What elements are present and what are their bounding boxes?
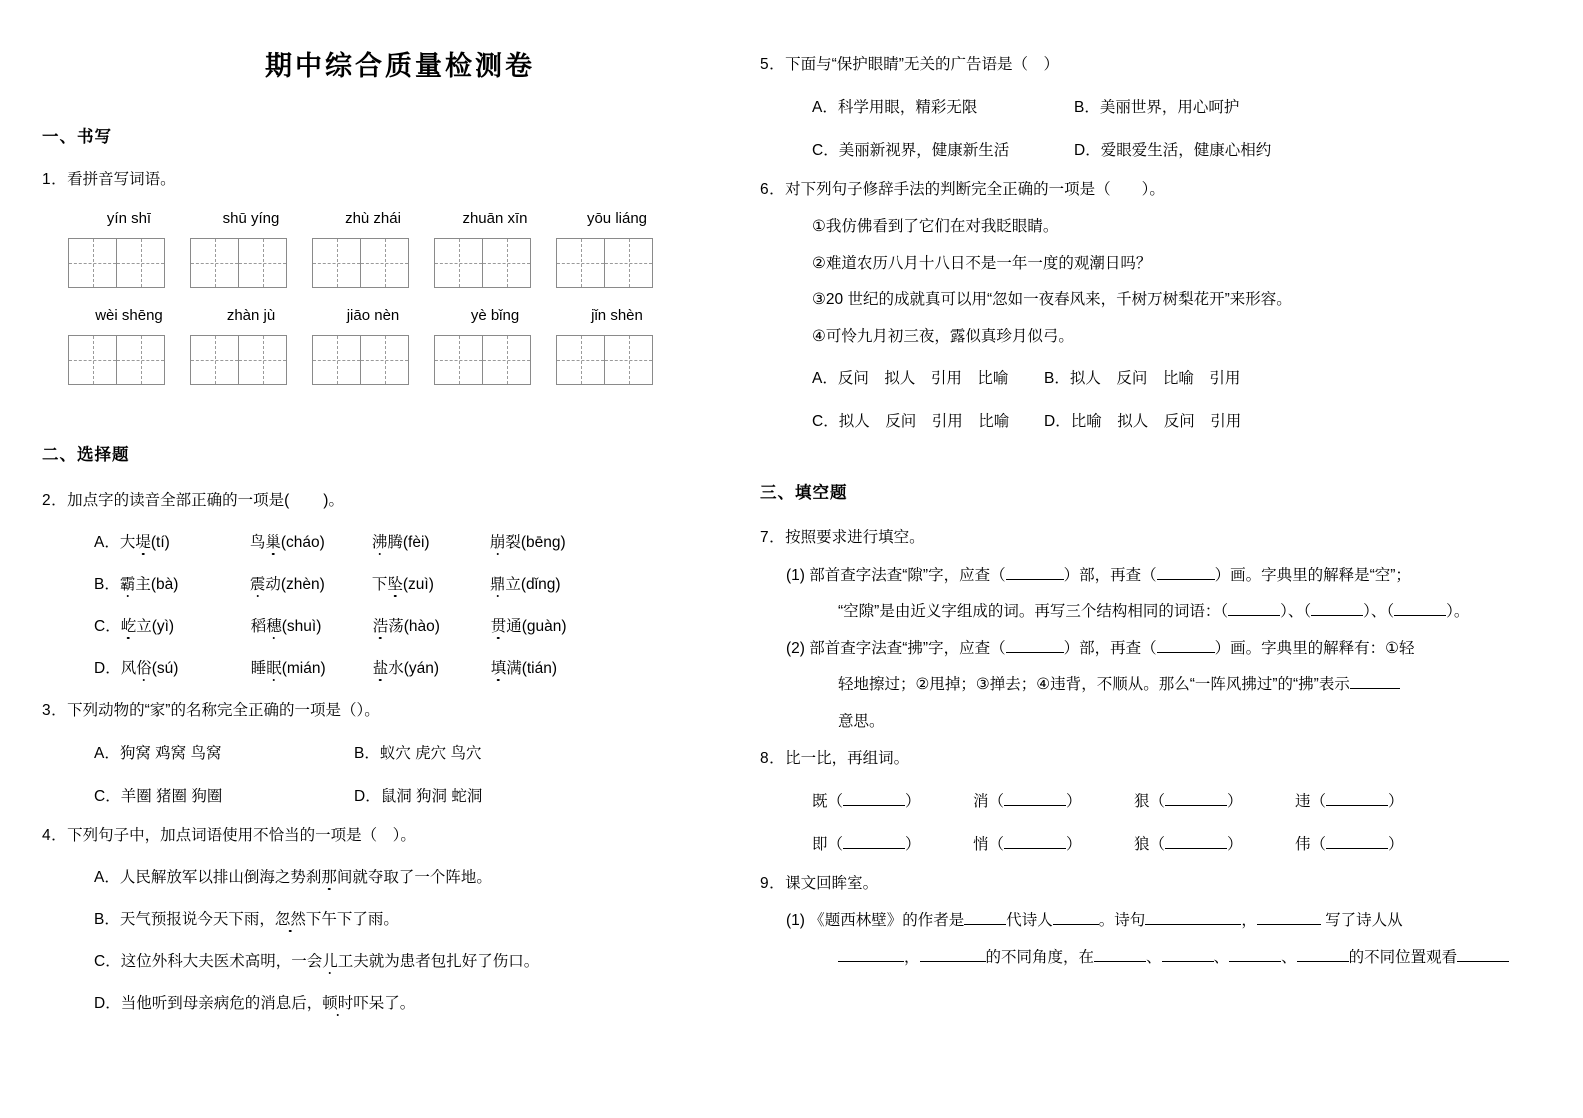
base-char: 既（	[812, 792, 844, 810]
writing-grid-group[interactable]	[68, 238, 190, 288]
option-text: 稻	[250, 618, 267, 635]
question-6-options-row-2	[760, 409, 1553, 431]
option-text: 狗窝 鸡窝 鸟窝	[119, 744, 222, 762]
text: 《题西林壁》的作者是	[809, 912, 965, 929]
option-text: (sú)	[151, 660, 179, 677]
close-paren: ）	[905, 835, 921, 853]
option-label: D．	[94, 995, 121, 1012]
writing-cell[interactable]	[605, 239, 653, 287]
option-text: 吓呆了。	[353, 995, 416, 1012]
option-text: 立(yì)	[136, 618, 175, 635]
option-text: 主(bà)	[135, 576, 179, 593]
option-label: C．	[94, 953, 121, 970]
pinyin-label: yōu liáng	[586, 209, 648, 227]
question-1-text: 看拼音写词语。	[67, 171, 176, 188]
text: 、	[1281, 948, 1297, 966]
answer-blank[interactable]	[1004, 848, 1066, 849]
option-text: 裂(bēng)	[505, 534, 566, 551]
question-6-number: 6．	[760, 180, 786, 198]
pinyin-label: zhàn jù	[226, 306, 276, 324]
option-text: 满(tián)	[506, 660, 558, 677]
text: ）部，再查（	[1063, 639, 1157, 657]
pinyin-label: zhuān xīn	[462, 209, 528, 227]
base-char: 伟（	[1295, 835, 1327, 853]
writing-grid-row-2	[42, 335, 730, 385]
section-heading-one: 一、书写	[42, 128, 112, 146]
option-text: (zuì)	[402, 576, 434, 593]
dotted-char: 盐	[372, 660, 389, 677]
text: ）。	[1446, 603, 1470, 620]
writing-cell[interactable]	[557, 336, 605, 384]
option-label: C．	[94, 787, 121, 805]
option-label: A．	[94, 744, 120, 762]
option-text: 睡	[250, 660, 267, 677]
option-label: D．	[1074, 141, 1101, 159]
question-5-option-b[interactable]	[1074, 95, 1239, 117]
question-6-sentence-2: ②难道农历八月十八日不是一年一度的观潮日吗？	[812, 254, 1152, 272]
answer-blank[interactable]	[1297, 961, 1349, 962]
writing-grid-group[interactable]	[434, 335, 556, 385]
question-5-option-a[interactable]	[812, 95, 1074, 117]
option-text: 爱眼爱生活，健康心相约	[1100, 141, 1272, 159]
word-pair-item[interactable]	[973, 789, 1134, 811]
option-text: 鼠洞 狗洞 蛇洞	[380, 787, 483, 805]
writing-cell[interactable]	[483, 239, 531, 287]
answer-blank[interactable]	[1311, 615, 1363, 616]
option-label: C．	[812, 141, 839, 159]
option-text: 当他听到母亲病危的消息后，	[120, 995, 323, 1012]
writing-cell[interactable]	[435, 336, 483, 384]
question-2	[42, 493, 730, 509]
text: 。诗句	[1098, 912, 1146, 929]
answer-blank[interactable]	[1229, 961, 1281, 962]
text: ）部，再查（	[1063, 566, 1157, 584]
answer-blank[interactable]	[1004, 805, 1066, 806]
answer-blank[interactable]	[1165, 848, 1227, 849]
option-label: B．	[1074, 98, 1100, 116]
option-text: 人民解放军以排山倒海之势	[119, 869, 306, 886]
writing-cell[interactable]	[361, 239, 409, 287]
option-label: C．	[94, 618, 121, 635]
option-text: 蚁穴 虎穴 鸟穴	[379, 744, 482, 762]
text: 的不同位置观看	[1348, 948, 1458, 966]
base-char: 狼（	[1134, 835, 1166, 853]
writing-grid-group[interactable]	[556, 335, 678, 385]
writing-cell[interactable]	[191, 239, 239, 287]
question-9-number: 9．	[760, 874, 786, 892]
pinyin-label: jiāo nèn	[346, 306, 400, 324]
question-4-option-d[interactable]	[42, 991, 730, 1013]
dotted-char: 鼎	[489, 576, 506, 593]
option-label: A．	[812, 370, 838, 387]
question-2-option-a[interactable]	[42, 530, 730, 552]
answer-blank[interactable]	[843, 848, 905, 849]
answer-blank[interactable]	[1228, 615, 1280, 616]
answer-blank[interactable]	[1326, 848, 1388, 849]
option-label: C．	[812, 413, 839, 430]
option-text: 拟人 反问 比喻 引用	[1069, 370, 1241, 387]
question-4-number: 4．	[42, 826, 68, 844]
answer-blank[interactable]	[1165, 805, 1227, 806]
word-pair-item[interactable]	[812, 789, 973, 811]
word-pair-item[interactable]	[812, 832, 973, 854]
text: 轻地擦过；②甩掉；③掸去；④违背，不顺从。那么“一阵风拂过”的“拂”表示	[838, 676, 1350, 693]
question-2-option-d[interactable]	[42, 656, 730, 678]
writing-cell[interactable]	[69, 239, 117, 287]
close-paren: ）	[1227, 835, 1243, 853]
writing-cell[interactable]	[69, 336, 117, 384]
question-8-row-2	[760, 832, 1553, 854]
writing-grid-group[interactable]	[190, 335, 312, 385]
question-7-part-2-line-3: 意思。	[838, 712, 885, 730]
answer-blank[interactable]	[1326, 805, 1388, 806]
question-5-option-c[interactable]	[812, 138, 1074, 160]
dotted-char: 填	[490, 660, 507, 677]
question-3-options-row-2	[42, 784, 730, 806]
close-paren: ）	[1066, 792, 1082, 810]
writing-cell[interactable]	[239, 239, 287, 287]
answer-blank[interactable]	[1257, 924, 1321, 925]
writing-cell[interactable]	[435, 239, 483, 287]
dotted-char: 堤	[135, 534, 151, 551]
word-pair-item[interactable]	[1134, 832, 1295, 854]
writing-grid-group[interactable]	[68, 335, 190, 385]
sub-label: (2)	[786, 639, 805, 657]
text: 的不同角度，在	[985, 948, 1095, 966]
writing-cell[interactable]	[191, 336, 239, 384]
sub-label: (1)	[786, 566, 805, 584]
question-2-stem: 加点字的读音全部正确的一项是(	[67, 491, 290, 509]
question-6-option-a[interactable]	[812, 366, 1044, 388]
question-7	[760, 530, 1553, 546]
question-5-number: 5．	[760, 56, 786, 73]
option-text: 拟人 反问 引用 比喻	[838, 413, 1010, 430]
pinyin-label: yín shī	[106, 209, 152, 227]
question-8-row-1	[760, 789, 1553, 811]
option-text: 这位外科大夫医术高明，	[120, 953, 292, 970]
question-7-part-2-line-1	[760, 641, 1553, 657]
question-7-part-1-line-1	[760, 568, 1553, 584]
section-heading-three: 三、填空题	[760, 484, 848, 502]
option-label: D．	[354, 787, 381, 805]
option-text: 通(guàn)	[506, 618, 567, 635]
pinyin-label: yè bǐng	[470, 306, 520, 324]
question-8-number: 8．	[760, 750, 786, 767]
dotted-char: 震	[249, 576, 266, 593]
option-text: (shuì)	[281, 618, 322, 635]
word-pair-item[interactable]	[1295, 832, 1404, 854]
option-text: 美丽世界，用心呵护	[1099, 98, 1240, 116]
dotted-phrase: 刹那间	[305, 869, 353, 886]
option-label: B．	[354, 744, 380, 762]
question-9-part-1-line-1	[760, 913, 1553, 929]
sub-label: (1)	[786, 912, 805, 929]
question-4-option-a[interactable]	[42, 865, 730, 887]
section-heading-two: 二、选择题	[42, 445, 130, 464]
question-8-text: 比一比，再组词。	[785, 750, 910, 767]
option-text: 比喻 拟人 反问 引用	[1070, 413, 1242, 430]
option-text: 就为患者包扎好了伤口。	[368, 953, 540, 970]
left-column	[0, 0, 760, 1118]
question-8	[760, 751, 1553, 767]
writing-cell[interactable]	[361, 336, 409, 384]
dotted-char: 穗	[266, 618, 282, 635]
option-text: 荡(hào)	[388, 618, 440, 635]
base-char: 悄（	[973, 835, 1005, 853]
question-2-stem-end: )。	[323, 491, 344, 509]
question-4-option-c[interactable]	[42, 949, 730, 971]
question-3-option-b[interactable]	[354, 741, 481, 763]
writing-grid-group[interactable]	[434, 238, 556, 288]
writing-grid-group[interactable]	[312, 335, 434, 385]
question-6-options-row-1	[760, 366, 1553, 388]
pinyin-row-2	[42, 307, 730, 324]
question-5-option-d[interactable]	[1074, 138, 1271, 160]
option-label: D．	[1044, 413, 1071, 430]
base-char: 消（	[973, 792, 1005, 810]
question-9-text: 课文回眸室。	[785, 874, 879, 892]
writing-cell[interactable]	[557, 239, 605, 287]
question-6-sentence-3: ③20 世纪的成就真可以用“忽如一夜春风来，千树万树梨花开”来形容。	[812, 291, 1292, 308]
right-column	[760, 0, 1583, 1118]
text: “空隙”是由近义字组成的词。再写三个结构相同的词语：（	[838, 603, 1229, 620]
option-text: 立(dǐng)	[505, 576, 561, 593]
answer-blank[interactable]	[1394, 615, 1446, 616]
text: 部首查字法查“隙”字，应查（	[809, 566, 1006, 584]
text: 写了诗人从	[1325, 912, 1403, 929]
question-6-sentence-4: ④可怜九月初三夜，露似真珍月似弓。	[812, 327, 1074, 345]
option-text: 反问 拟人 引用 比喻	[837, 370, 1009, 387]
question-6-option-b[interactable]	[1044, 366, 1240, 388]
question-3-number: 3．	[42, 702, 68, 719]
text: ）、（	[1363, 603, 1395, 620]
close-paren: ）	[905, 792, 921, 810]
question-3-text: 下列动物的“家”的名称完全正确的一项是（）。	[67, 702, 380, 719]
pinyin-label: shū yíng	[222, 209, 280, 227]
question-5	[760, 57, 1553, 73]
text: ）、（	[1280, 603, 1312, 620]
option-text: 鸟	[249, 534, 266, 551]
dotted-char: 贯	[490, 618, 507, 635]
question-4-option-b[interactable]	[42, 907, 730, 929]
question-6-option-d[interactable]	[1044, 409, 1241, 431]
question-1	[42, 172, 730, 188]
question-7-part-2-line-2	[760, 677, 1553, 693]
option-text: 科学用眼，精彩无限	[837, 98, 978, 116]
option-text: 下	[371, 576, 388, 593]
dotted-char: 俗	[136, 660, 152, 677]
pinyin-row-1	[42, 210, 730, 227]
close-paren: ）	[1066, 835, 1082, 853]
text: 、	[1146, 948, 1162, 966]
text: 部首查字法查“拂”字，应查（	[809, 639, 1006, 657]
question-5-options-row-1	[760, 95, 1553, 117]
question-6	[760, 182, 1553, 198]
option-text: 羊圈 猪圈 狗圈	[120, 787, 223, 805]
option-label: A．	[94, 869, 120, 886]
option-label: B．	[94, 911, 120, 928]
answer-blank[interactable]	[838, 961, 904, 962]
answer-blank[interactable]	[1350, 688, 1400, 689]
writing-cell[interactable]	[117, 336, 165, 384]
word-pair-item[interactable]	[1295, 789, 1404, 811]
answer-blank[interactable]	[1231, 924, 1241, 925]
answer-blank[interactable]	[1457, 961, 1509, 962]
answer-blank[interactable]	[1145, 924, 1231, 925]
answer-blank[interactable]	[964, 924, 1006, 925]
option-label: B．	[1044, 370, 1070, 387]
option-text: 下午下了雨。	[305, 911, 399, 928]
question-3-option-d[interactable]	[354, 784, 482, 806]
dotted-char: 巢	[265, 534, 281, 551]
answer-blank[interactable]	[1094, 961, 1146, 962]
writing-cell[interactable]	[605, 336, 653, 384]
dotted-phrase: 忽然	[274, 911, 306, 928]
question-2-option-c[interactable]	[42, 614, 730, 636]
question-3	[42, 703, 730, 719]
option-text: 水(yán)	[388, 660, 440, 677]
pinyin-label: jǐn shèn	[591, 306, 643, 324]
writing-grid-group[interactable]	[556, 238, 678, 288]
question-6-option-c[interactable]	[812, 409, 1044, 431]
question-5-options-row-2	[760, 138, 1553, 160]
text: ，	[904, 948, 920, 966]
question-7-text: 按照要求进行填空。	[785, 529, 925, 546]
answer-blank[interactable]	[1053, 924, 1099, 925]
question-9-part-1-line-2	[760, 950, 1553, 966]
question-3-option-a[interactable]	[94, 741, 354, 763]
close-paren: ）	[1388, 792, 1404, 810]
question-6-sentence-1: ①我仿佛看到了它们在对我眨眼睛。	[812, 218, 1059, 235]
text: ）画。字典里的解释是“空”；	[1214, 566, 1411, 584]
word-pair-item[interactable]	[973, 832, 1134, 854]
question-2-number: 2．	[42, 491, 68, 509]
option-text: (mián)	[281, 660, 326, 677]
dotted-phrase: 一会儿工夫	[291, 953, 369, 970]
option-text: 就夺取了一个阵地。	[352, 869, 492, 886]
option-text: (cháo)	[280, 534, 325, 551]
answer-blank[interactable]	[1162, 961, 1214, 962]
dotted-char: 崩	[489, 534, 506, 551]
option-text: 大	[119, 534, 136, 551]
text: 、	[1213, 948, 1230, 966]
option-text: 风	[120, 660, 137, 677]
answer-blank[interactable]	[1006, 579, 1064, 580]
option-text: (tí)	[150, 534, 170, 551]
question-4	[42, 828, 730, 844]
text: 代诗人	[1006, 912, 1053, 929]
dotted-char: 霸	[119, 576, 136, 593]
answer-blank[interactable]	[1157, 652, 1215, 653]
option-text: 腾(fèi)	[387, 534, 430, 551]
question-3-options-row-1	[42, 741, 730, 763]
answer-blank[interactable]	[1006, 652, 1064, 653]
writing-cell[interactable]	[483, 336, 531, 384]
close-paren: ）	[1388, 835, 1404, 853]
writing-grid-row-1	[42, 238, 730, 288]
answer-blank[interactable]	[1157, 579, 1215, 580]
text: ，	[1241, 912, 1257, 929]
pinyin-label: zhù zhái	[345, 209, 401, 227]
question-2-option-b[interactable]	[42, 572, 730, 594]
question-1-number: 1．	[42, 171, 68, 188]
writing-grid-group[interactable]	[312, 238, 434, 288]
dotted-char: 屹	[120, 618, 137, 635]
writing-cell[interactable]	[117, 239, 165, 287]
text: ）画。字典里的解释有：①轻	[1214, 639, 1415, 657]
question-7-number: 7．	[760, 529, 786, 546]
writing-grid-group[interactable]	[190, 238, 312, 288]
word-pair-item[interactable]	[1134, 789, 1295, 811]
dotted-phrase: 顿时	[322, 995, 354, 1012]
base-char: 即（	[812, 835, 844, 853]
base-char: 狠（	[1134, 792, 1166, 810]
dotted-char: 沸	[371, 534, 388, 551]
writing-cell[interactable]	[239, 336, 287, 384]
dotted-char: 坠	[387, 576, 403, 593]
option-text: 天气预报说今天下雨，	[119, 911, 275, 928]
writing-cell[interactable]	[313, 239, 361, 287]
answer-blank[interactable]	[920, 961, 986, 962]
question-7-part-1-line-2	[760, 604, 1553, 620]
pinyin-label: wèi shēng	[95, 306, 163, 324]
question-4-text: 下列句子中，加点词语使用不恰当的一项是（ ）。	[67, 826, 416, 844]
option-label: B．	[94, 576, 120, 593]
question-6-text: 对下列句子修辞手法的判断完全正确的一项是（ ）。	[785, 180, 1165, 198]
close-paren: ）	[1227, 792, 1243, 810]
writing-cell[interactable]	[313, 336, 361, 384]
option-label: A．	[812, 98, 838, 116]
question-5-text: 下面与“保护眼睛”无关的广告语是（ ）	[785, 56, 1059, 73]
dotted-char: 浩	[372, 618, 389, 635]
answer-blank[interactable]	[843, 805, 905, 806]
base-char: 违（	[1295, 792, 1327, 810]
question-3-option-c[interactable]	[94, 784, 354, 806]
option-text: 美丽新视界，健康新生活	[838, 141, 1010, 159]
option-text: 动(zhèn)	[265, 576, 325, 593]
option-label: A．	[94, 534, 120, 551]
question-9	[760, 876, 1553, 892]
option-label: D．	[94, 660, 121, 677]
dotted-char: 眠	[266, 660, 282, 677]
page-title: 期中综合质量检测卷	[265, 51, 535, 82]
